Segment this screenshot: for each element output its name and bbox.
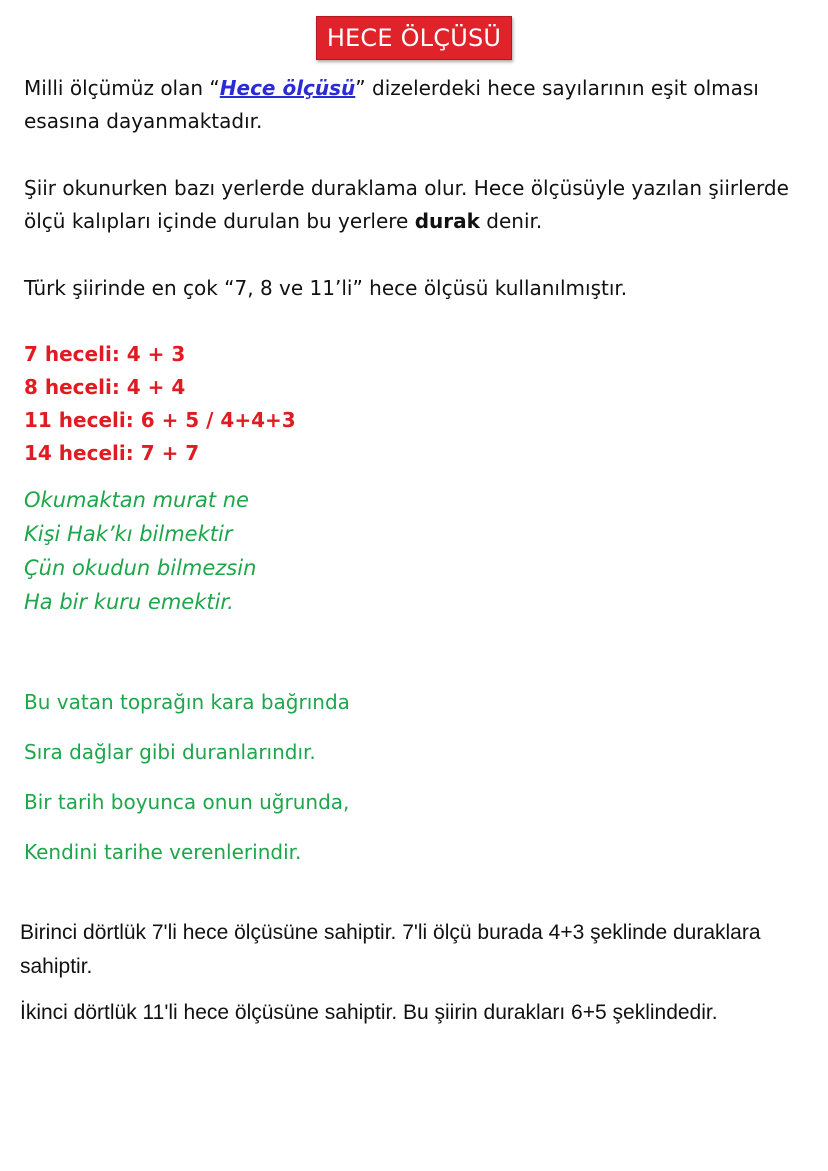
poem-line: Bir tarih boyunca onun uğrunda, bbox=[24, 790, 350, 814]
syllable-item: 11 heceli: 6 + 5 / 4+4+3 bbox=[24, 408, 296, 432]
poem-line: Ha bir kuru emektir. bbox=[24, 590, 234, 614]
poem-second-stanza bbox=[24, 677, 804, 877]
poem-line: Çün okudun bilmezsin bbox=[24, 556, 257, 580]
durak-bold-word: durak bbox=[414, 209, 480, 233]
explanation-second: İkinci dörtlük 11'li hece ölçüsüne sahiptir. Bu şiirin durakları 6+5 şeklindedir. bbox=[20, 1001, 718, 1024]
intro-paragraph bbox=[24, 72, 804, 138]
syllable-item: 7 heceli: 4 + 3 bbox=[24, 342, 186, 366]
syllable-list bbox=[24, 338, 804, 470]
poem-line: Bu vatan toprağın kara bağrında bbox=[24, 690, 350, 714]
syllable-item: 8 heceli: 4 + 4 bbox=[24, 375, 186, 399]
poem-line: Okumaktan murat ne bbox=[24, 488, 249, 512]
intro-text-before: Milli ölçümüz olan “ bbox=[24, 76, 220, 100]
page-title: HECE ÖLÇÜSÜ bbox=[316, 16, 512, 60]
syllable-item: 14 heceli: 7 + 7 bbox=[24, 441, 200, 465]
explanation-first: Birinci dörtlük 7'li hece ölçüsüne sahiptir. 7'li ölçü burada 4+3 şeklinde duraklara sahiptir. bbox=[20, 921, 761, 978]
durak-paragraph bbox=[24, 172, 804, 238]
poem-line: Kişi Hak’kı bilmektir bbox=[24, 522, 233, 546]
durak-text-after: denir. bbox=[479, 209, 543, 233]
durak-text-before: Şiir okunurken bazı yerlerde duraklama olur. Hece ölçüsüyle yazılan şiirlerde ölçü kalıpları içinde durulan bu yerlere bbox=[24, 176, 789, 233]
turk-siiri-paragraph: Türk şiirinde en çok “7, 8 ve 11’li” hece ölçüsü kullanılmıştır. bbox=[24, 276, 628, 300]
poem-first-stanza bbox=[24, 483, 804, 619]
title-container bbox=[0, 16, 828, 60]
intro-text-after: ” dizelerdeki hece sayılarının eşit olması esasına dayanmaktadır. bbox=[24, 76, 759, 133]
poem-line: Kendini tarihe verenlerindir. bbox=[24, 840, 302, 864]
poem-line: Sıra dağlar gibi duranlarındır. bbox=[24, 740, 316, 764]
hece-olcusu-link[interactable]: Hece ölçüsü bbox=[219, 76, 356, 100]
